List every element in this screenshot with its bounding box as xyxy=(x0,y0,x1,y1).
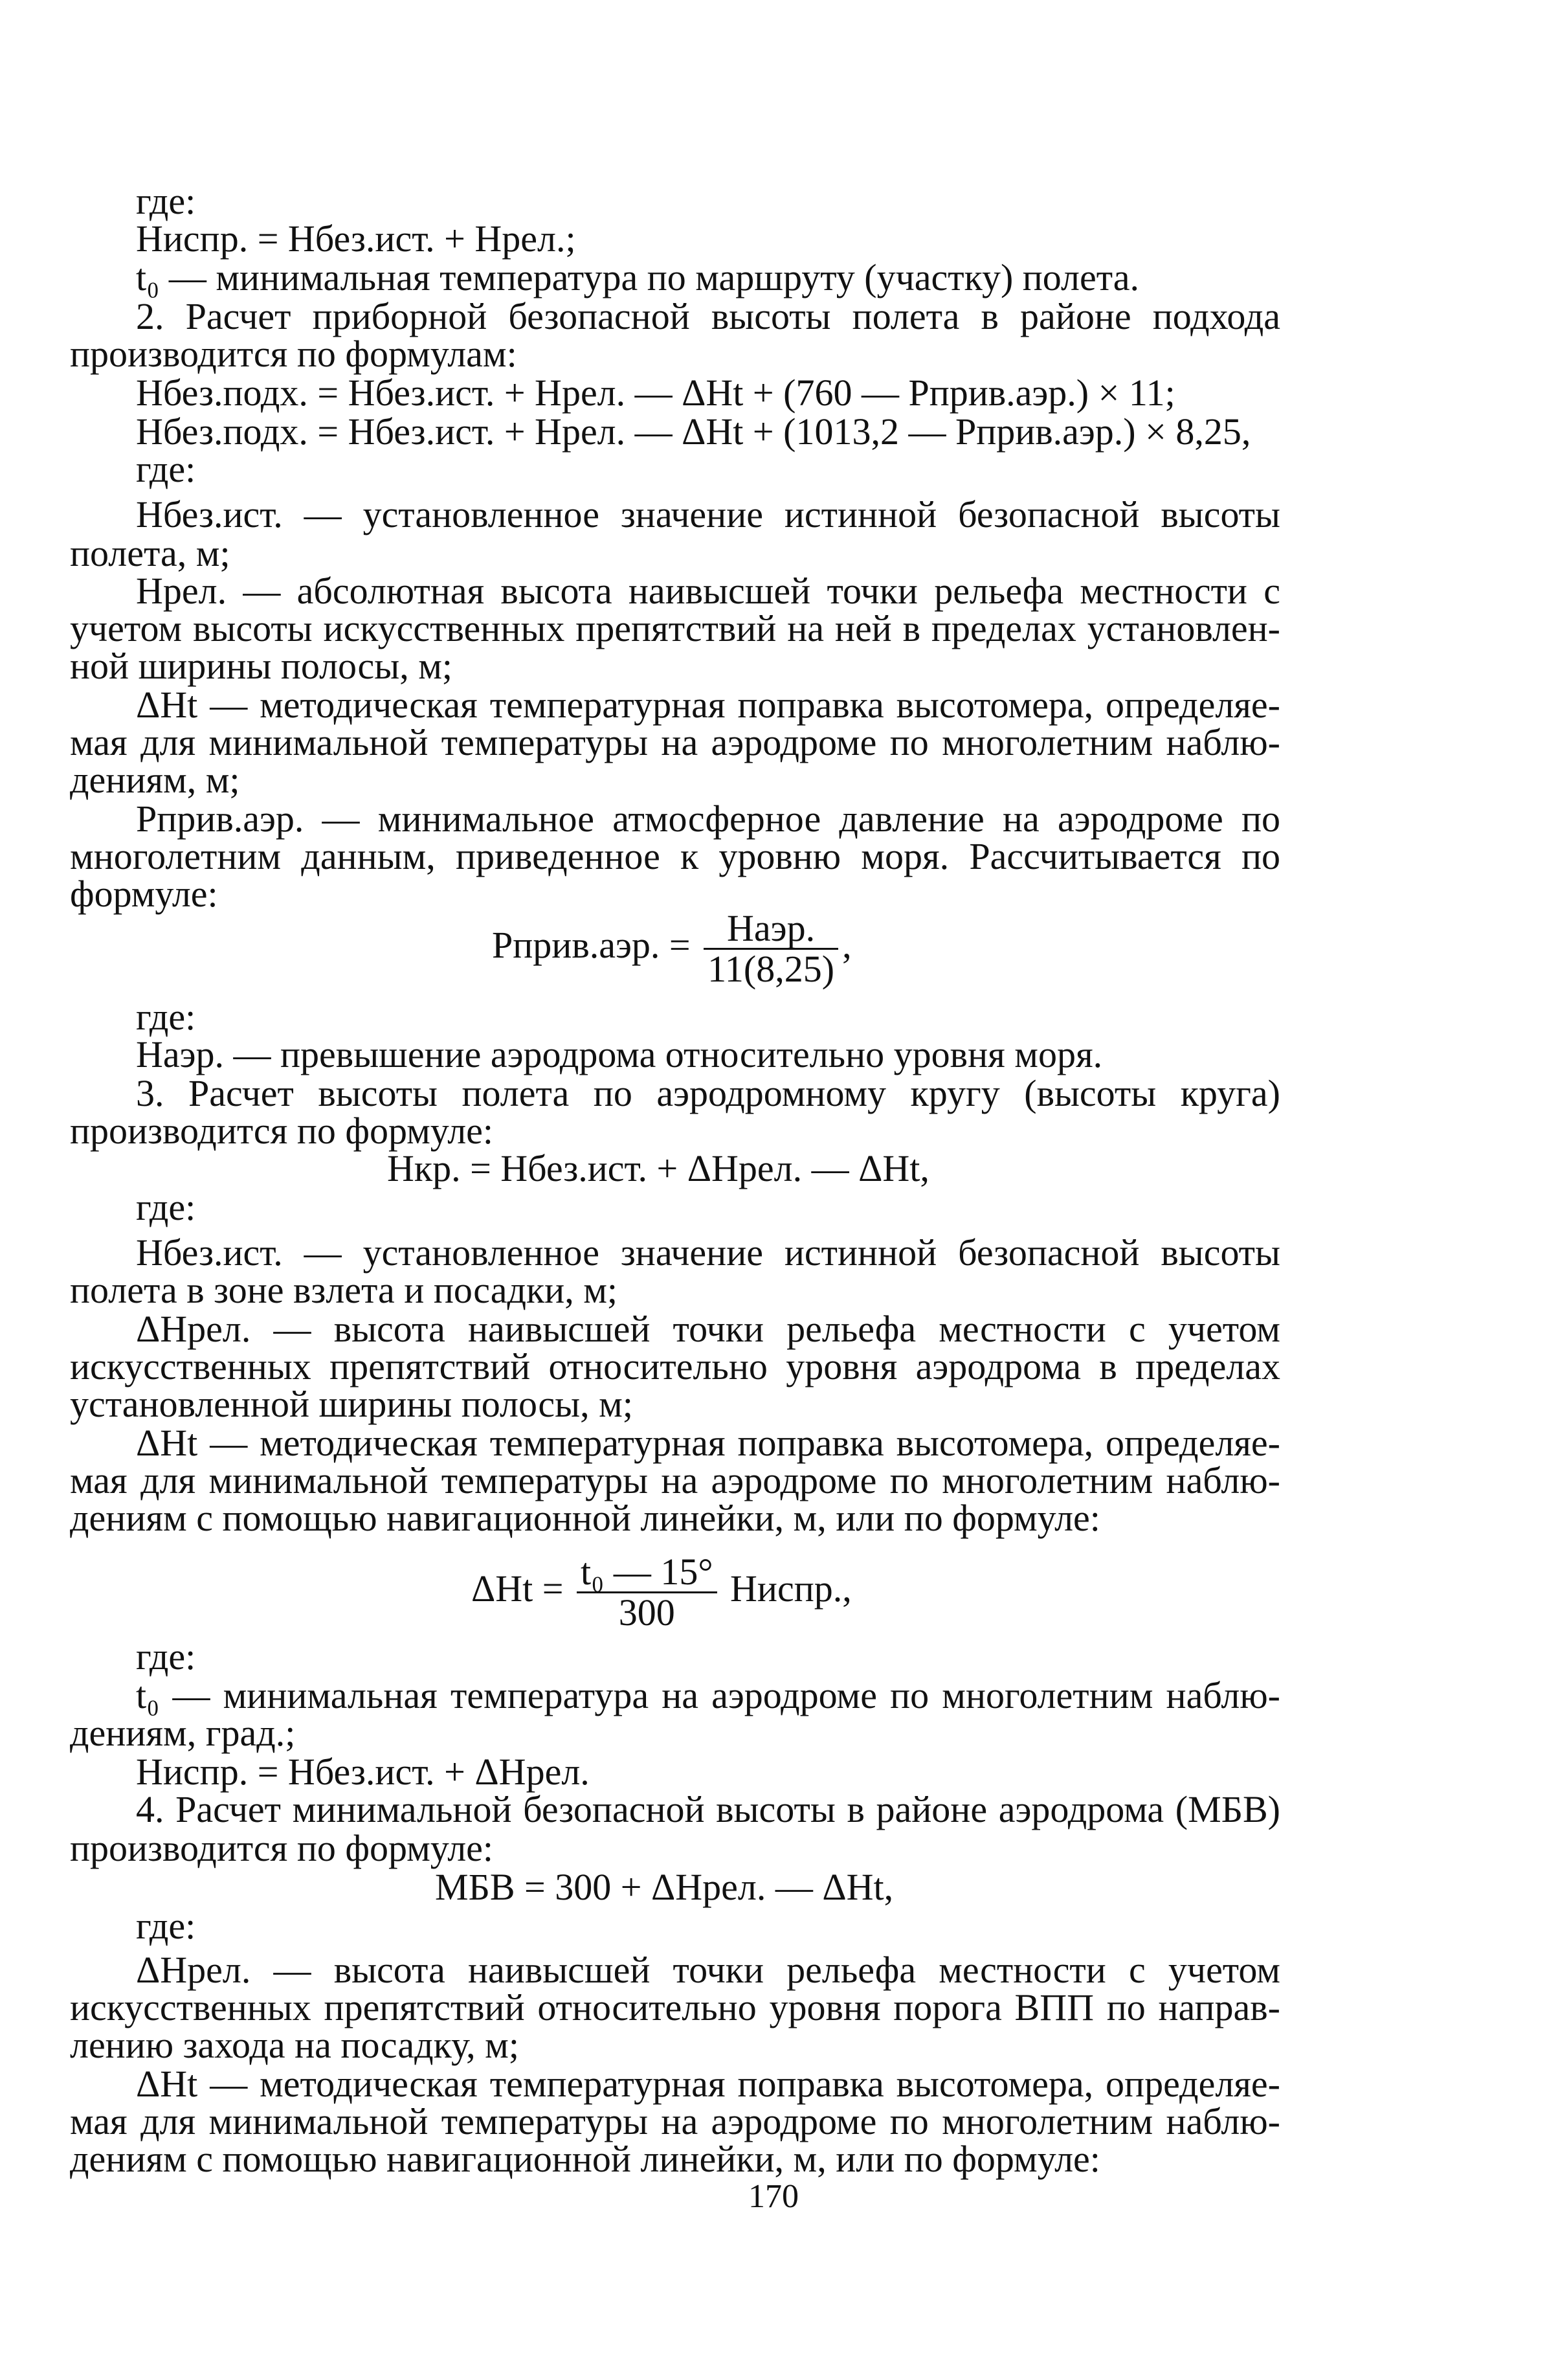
text-line: Ниспр. = Нбез.ист. + Нрел.; xyxy=(136,218,576,260)
text-line: учетом высоты искусственных препятствий на ней в пределах установлен- xyxy=(70,607,1280,649)
text-line: где: xyxy=(136,1186,196,1228)
pressure-formula xyxy=(492,909,852,989)
text-line: где: xyxy=(136,1635,196,1678)
mbv-formula: МБВ = 300 + ΔНрел. — ΔHt, xyxy=(435,1866,894,1908)
dht-formula-tail: Ниспр., xyxy=(730,1567,852,1610)
text-line: где: xyxy=(136,996,196,1038)
text-line: формуле: xyxy=(70,873,218,915)
text-line: производится по формуле: xyxy=(70,1110,494,1152)
text-line: t₀ — минимальная температура на аэродроме по многолетним наблю- xyxy=(136,1674,1280,1716)
text-line: t₀ — минимальная температура по маршруту (участку) полета. xyxy=(136,256,1140,298)
pressure-fraction xyxy=(704,909,838,989)
pressure-numerator: Наэр. xyxy=(727,907,816,949)
text-line: Ниспр. = Нбез.ист. + ΔНрел. xyxy=(136,1751,590,1793)
text-line: мая для минимальной температуры на аэродроме по многолетним наблю- xyxy=(70,1459,1280,1501)
text-line: ΔHt — методическая температурная поправка высотомера, определяе- xyxy=(136,684,1280,726)
text-line: многолетним данным, приведенное к уровню моря. Рассчитывается по xyxy=(70,835,1280,877)
text-line: искусственных препятствий относительно уровня аэродрома в пределах xyxy=(70,1345,1280,1387)
text-line: Нрел. — абсолютная высота наивысшей точки рельефа местности с xyxy=(136,570,1280,612)
text-line: где: xyxy=(136,1905,196,1947)
text-line: Нбез.ист. — установленное значение истинной безопасной высоты xyxy=(136,1231,1280,1274)
text-line: полета, м; xyxy=(70,532,230,574)
text-line: 2. Расчет приборной безопасной высоты полета в районе подхода xyxy=(136,295,1280,337)
text-line: Рприв.аэр. — минимальное атмосферное давление на аэродроме по xyxy=(136,798,1280,840)
pressure-denominator: 11(8,25) xyxy=(704,948,838,989)
text-line: ΔНрел. — высота наивысшей точки рельефа местности с учетом xyxy=(136,1949,1280,1991)
text-line: дениям, град.; xyxy=(70,1712,296,1754)
text-line: лению захода на посадку, м; xyxy=(70,2024,519,2066)
dht-denominator: 300 xyxy=(577,1591,717,1632)
text-line: ΔHt — методическая температурная поправка высотомера, определяе- xyxy=(136,1422,1280,1464)
dht-fraction xyxy=(577,1553,717,1632)
text-line: полета в зоне взлета и посадки, м; xyxy=(70,1269,618,1311)
text-line: где: xyxy=(136,448,196,490)
text-line: дениям с помощью навигационной линейки, м, или по формуле: xyxy=(70,1497,1100,1539)
text-line: установленной ширины полосы, м; xyxy=(70,1383,633,1425)
text-line: мая для минимальной температуры на аэродроме по многолетним наблю- xyxy=(70,2100,1280,2142)
page-number: 170 xyxy=(748,2178,799,2215)
text-line: Нбез.ист. — установленное значение истинной безопасной высоты xyxy=(136,493,1280,535)
dht-formula xyxy=(471,1553,852,1632)
text-line: Наэр. — превышение аэродрома относительно уровня моря. xyxy=(136,1033,1103,1075)
text-line: дениям с помощью навигационной линейки, м, или по формуле: xyxy=(70,2138,1100,2180)
text-line: ной ширины полосы, м; xyxy=(70,645,453,687)
text-line: дениям, м; xyxy=(70,759,240,801)
text-line: 3. Расчет высоты полета по аэродромному кругу (высоты круга) xyxy=(136,1072,1280,1114)
text-line: 4. Расчет минимальной безопасной высоты в районе аэродрома (МБВ) xyxy=(136,1788,1280,1830)
text-line: ΔНрел. — высота наивысшей точки рельефа местности с учетом xyxy=(136,1308,1280,1350)
dht-formula-lhs: ΔHt = xyxy=(471,1567,564,1610)
text-line: где: xyxy=(136,180,196,222)
text-line: ΔHt — методическая температурная поправка высотомера, определяе- xyxy=(136,2063,1280,2105)
text-line: искусственных препятствий относительно уровня порога ВПП по направ- xyxy=(70,1986,1280,2028)
text-line: Нбез.подх. = Нбез.ист. + Нрел. — ΔHt + (760 — Рприв.аэр.) × 11; xyxy=(136,372,1175,414)
text-line: Нбез.подх. = Нбез.ист. + Нрел. — ΔHt + (1013,2 — Рприв.аэр.) × 8,25, xyxy=(136,410,1251,453)
pressure-formula-tail: , xyxy=(842,923,852,966)
circle-height-formula: Нкр. = Нбез.ист. + ΔНрел. — ΔHt, xyxy=(387,1147,929,1189)
dht-numerator: t₀ — 15° xyxy=(581,1551,713,1593)
text-line: производится по формуле: xyxy=(70,1827,494,1869)
pressure-formula-lhs: Рприв.аэр. = xyxy=(492,923,691,966)
text-line: производится по формулам: xyxy=(70,333,517,375)
text-line: мая для минимальной температуры на аэродроме по многолетним наблю- xyxy=(70,721,1280,763)
